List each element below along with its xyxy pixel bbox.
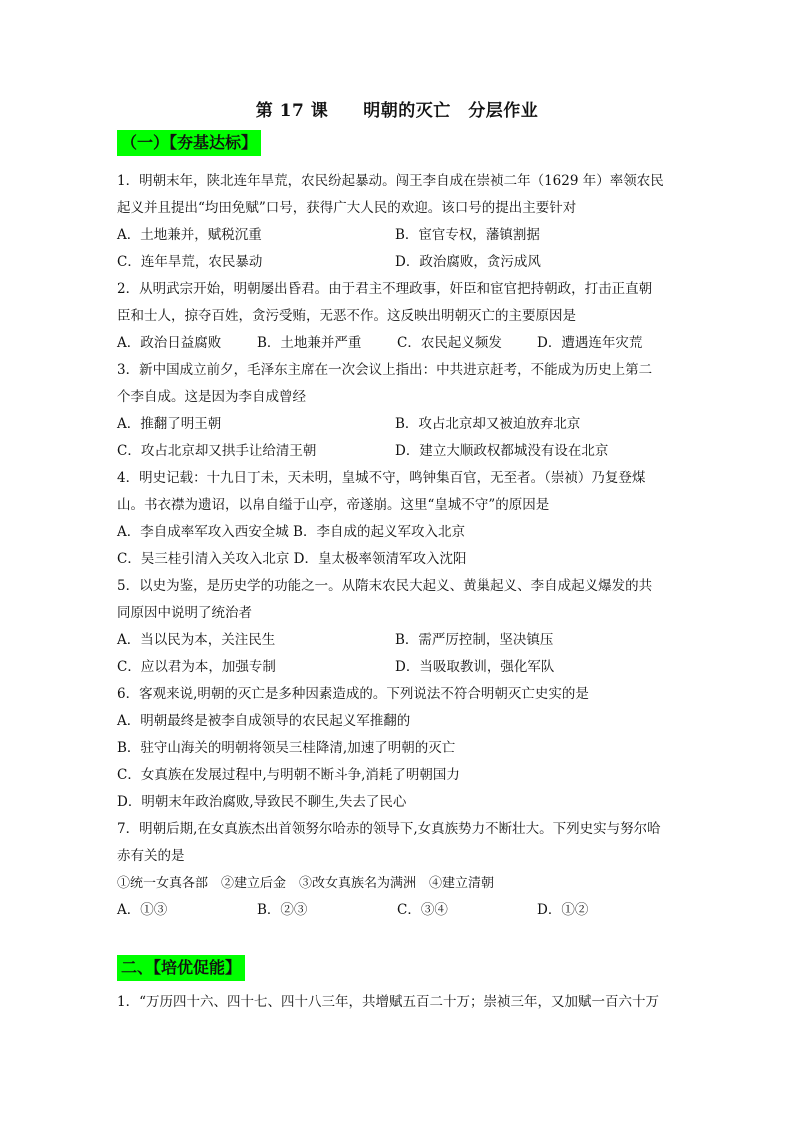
- option-c: C．③④: [397, 902, 448, 918]
- advanced-question-1-text: 1．“万历四十六、四十七、四十八三年，共增赋五百二十万；崇祯三年，又加赋一百六十万: [117, 994, 659, 1010]
- option-d: D．政治腐败，贪污成风: [395, 254, 541, 270]
- question-1-options: [117, 222, 679, 249]
- question-3-text: 3．新中国成立前夕，毛泽东主席在一次会议上指出：中共进京赶考，不能成为历史上第二: [117, 362, 653, 378]
- option-a: A．明朝最终是被李自成领导的农民起义军推翻的: [117, 713, 411, 729]
- option-c: C．连年旱荒，农民暴动: [117, 254, 263, 270]
- question-6-text: 6．客观来说,明朝的灭亡是多种因素造成的。下列说法不符合明朝灭亡史实的是: [117, 686, 589, 702]
- option-b: B．需严厉控制，坚决镇压: [395, 632, 554, 648]
- question-3-options: [117, 411, 679, 438]
- option-a: A．①③: [117, 902, 168, 918]
- question-4-text: 山。书衣襟为遗诏，以帛自缢于山亭，帝遂崩。这里“皇城不守”的原因是: [117, 497, 550, 513]
- page-title: 第 17 课 明朝的灭亡 分层作业: [255, 101, 539, 121]
- option-d: D．明朝末年政治腐败,导致民不聊生,失去了民心: [117, 794, 407, 810]
- section-heading-advanced: 二、【培优促能】: [117, 955, 245, 981]
- option-b: B．攻占北京却又被迫放弃北京: [395, 416, 581, 432]
- section-advanced-questions: [117, 989, 679, 1016]
- question-5-options: [117, 654, 679, 681]
- question-4-text: 4．明史记载：十九日丁未，天未明，皇城不守，鸣钟集百官，无至者。（崇祯）乃复登煤: [117, 470, 646, 486]
- option-b: B．②③: [257, 902, 308, 918]
- question-2-options: [117, 330, 679, 357]
- question-5-options: [117, 627, 679, 654]
- question-5-text: 5．以史为鉴，是历史学的功能之一。从隋末农民大起义、黄巢起义、李自成起义爆发的共: [117, 578, 653, 594]
- option-b: B．驻守山海关的明朝将领吴三桂降清,加速了明朝的灭亡: [117, 740, 456, 756]
- option-d: D．①②: [537, 902, 589, 918]
- question-2-text: 臣和士人，掠夺百姓，贪污受贿，无恶不作。这反映出明朝灭亡的主要原因是: [117, 308, 576, 324]
- option-d: D．当吸取教训，强化军队: [395, 659, 555, 675]
- option-c: C．农民起义频发: [397, 335, 502, 351]
- section-basic-questions: [117, 168, 679, 924]
- question-4-options-ab: A．李自成率军攻入西安全城 B．李自成的起义军攻入北京: [117, 524, 465, 540]
- option-b: B．宦官专权，藩镇割据: [395, 227, 540, 243]
- option-d: D．遭遇连年灾荒: [537, 335, 643, 351]
- option-c: C．攻占北京却又拱手让给清王朝: [117, 443, 317, 459]
- section-heading-basic: （一）【夯基达标】: [117, 130, 261, 156]
- question-2-text: 2．从明武宗开始，明朝屡出昏君。由于君主不理政事，奸臣和宦官把持朝政，打击正直朝: [117, 281, 653, 297]
- question-1-options: [117, 249, 679, 276]
- question-1-text: 起义并且提出“均田免赋”口号，获得广大人民的欢迎。该口号的提出主要针对: [117, 200, 577, 216]
- question-7-text: 7．明朝后期,在女真族杰出首领努尔哈赤的领导下,女真族势力不断壮大。下列史实与努尔哈: [117, 821, 661, 837]
- question-5-text: 同原因中说明了统治者: [117, 605, 252, 621]
- option-a: A．推翻了明王朝: [117, 416, 222, 432]
- option-a: A．土地兼并，赋税沉重: [117, 227, 262, 243]
- question-3-options: [117, 438, 679, 465]
- question-4-options-cd: C．吴三桂引清入关攻入北京 D．皇太极率领清军攻入沈阳: [117, 551, 467, 567]
- question-3-text: 个李自成。这是因为李自成曾经: [117, 389, 306, 405]
- question-7-text: 赤有关的是: [117, 848, 185, 864]
- option-c: C．应以君为本，加强专制: [117, 659, 276, 675]
- option-a: A．当以民为本，关注民生: [117, 632, 276, 648]
- question-1-text: 1．明朝末年，陕北连年旱荒，农民纷起暴动。闯王李自成在崇祯二年（1629 年）率领农民: [117, 173, 664, 189]
- option-b: B．土地兼并严重: [257, 335, 362, 351]
- option-d: D．建立大顺政权都城没有设在北京: [395, 443, 609, 459]
- question-7-options: [117, 897, 679, 924]
- question-7-items: ①统一女真各部 ②建立后金 ③改女真族名为满洲 ④建立清朝: [117, 876, 495, 891]
- option-c: C．女真族在发展过程中,与明朝不断斗争,消耗了明朝国力: [117, 767, 460, 783]
- option-a: A．政治日益腐败: [117, 335, 222, 351]
